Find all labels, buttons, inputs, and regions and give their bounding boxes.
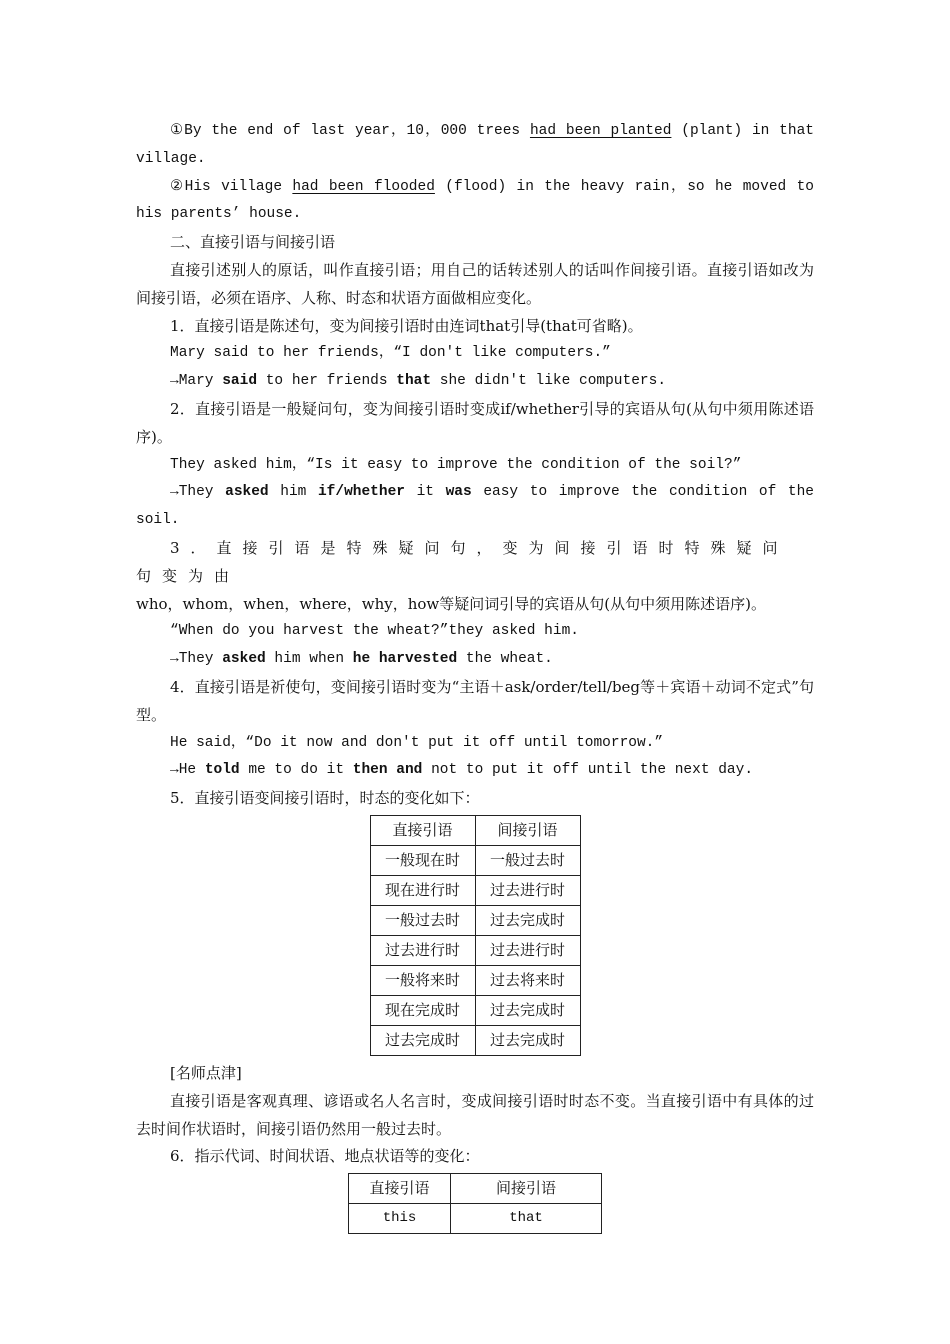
table-cell: 现在进行时 — [370, 875, 475, 905]
rule-2: 2．直接引语是一般疑问句，变为间接引语时变成if/whether引导的宾语从句(从句中须用陈述语序)。 — [136, 399, 814, 446]
note-text: 直接引语是客观真理、谚语或名人名言时，变成间接引语时时态不变。当直接引语中有具体的过去时间作状语时，间接引语仍然用一般过去时。 — [136, 1091, 814, 1138]
table-row — [370, 905, 580, 935]
table-row — [370, 845, 580, 875]
table-row — [349, 1204, 602, 1234]
rule-3-heading: 3．直接引语是特殊疑问句，变为间接引语时特殊疑问句变为由 — [136, 538, 789, 585]
table-cell: 过去完成时 — [475, 905, 580, 935]
note-label: [名师点津] — [170, 1063, 242, 1082]
answer-blank: had been planted — [529, 123, 672, 139]
intro-paragraph: 直接引述别人的原话，叫作直接引语；用自己的话转述别人的话叫作间接引语。直接引语如改为间接引语，必须在语序、人称、时态和状语方面做相应变化。 — [136, 260, 814, 307]
table-row — [370, 1025, 580, 1055]
indirect-speech-example: →They asked him when he harvested the wheat. — [170, 651, 553, 668]
table-header-row — [370, 815, 580, 845]
tense-change-table — [370, 815, 581, 1056]
document-page — [136, 118, 814, 1238]
demonstrative-change-table — [348, 1173, 602, 1234]
rule-6: 6．指示代词、时间状语、地点状语等的变化： — [170, 1147, 480, 1166]
table-cell: 一般过去时 — [370, 905, 475, 935]
rule-1: 1．直接引语是陈述句，变为间接引语时由连词that引导(that可省略)。 — [170, 316, 643, 335]
answer-blank: had been flooded — [292, 178, 435, 195]
direct-speech-example: Mary said to her friends，“I don't like computers.” — [170, 345, 611, 362]
table-cell: 过去完成时 — [475, 1025, 580, 1055]
table-row — [370, 875, 580, 905]
table-cell: 过去完成时 — [370, 1025, 475, 1055]
table-cell: 过去完成时 — [475, 995, 580, 1025]
direct-speech-example: He said，“Do it now and don't put it off until tomorrow.” — [170, 734, 664, 751]
table-cell: 一般将来时 — [370, 965, 475, 995]
table-cell: 过去进行时 — [370, 935, 475, 965]
table-row — [370, 935, 580, 965]
table-cell: this — [349, 1204, 451, 1234]
indirect-speech-example: →Mary said to her friends that she didn't like computers. — [170, 373, 667, 390]
table-cell: 现在完成时 — [370, 995, 475, 1025]
rule-4: 4．直接引语是祈使句，变间接引语时变为“主语＋ask/order/tell/beg等＋宾语＋动词不定式”句型。 — [136, 677, 814, 724]
rule-3: who，whom，when，where，why，how等疑问词引导的宾语从句(从句中须用陈述语序)。 — [136, 594, 766, 613]
table-cell: that — [451, 1204, 602, 1234]
table-header-cell: 直接引语 — [349, 1174, 451, 1204]
direct-speech-example: “When do you harvest the wheat?”they asked him. — [170, 623, 579, 640]
indirect-speech-example: →They asked him if/whether it was easy to improve the condition of the soil. — [136, 484, 815, 529]
table-header-row — [349, 1174, 602, 1204]
table-row — [370, 965, 580, 995]
example-sentence-1: ①By the end of last year，10，000 trees had been planted (plant) in that village. — [136, 123, 814, 167]
table-header-cell: 直接引语 — [370, 815, 475, 845]
rule-5: 5．直接引语变间接引语时，时态的变化如下： — [170, 789, 480, 808]
section-heading: 二、直接引语与间接引语 — [170, 233, 336, 252]
table-cell: 一般过去时 — [475, 845, 580, 875]
table-cell: 过去进行时 — [475, 935, 580, 965]
table-cell: 一般现在时 — [370, 845, 475, 875]
table-cell: 过去将来时 — [475, 965, 580, 995]
table-cell: 过去进行时 — [475, 875, 580, 905]
table-header-cell: 间接引语 — [475, 815, 580, 845]
table-row — [370, 995, 580, 1025]
table-header-cell: 间接引语 — [451, 1174, 602, 1204]
indirect-speech-example: →He told me to do it then and not to put it off until the next day. — [170, 762, 754, 779]
direct-speech-example: They asked him，“Is it easy to improve the condition of the soil?” — [170, 456, 742, 473]
example-sentence-2: ②His village had been flooded (flood) in the heavy rain，so he moved to his parents’ house. — [136, 178, 814, 223]
